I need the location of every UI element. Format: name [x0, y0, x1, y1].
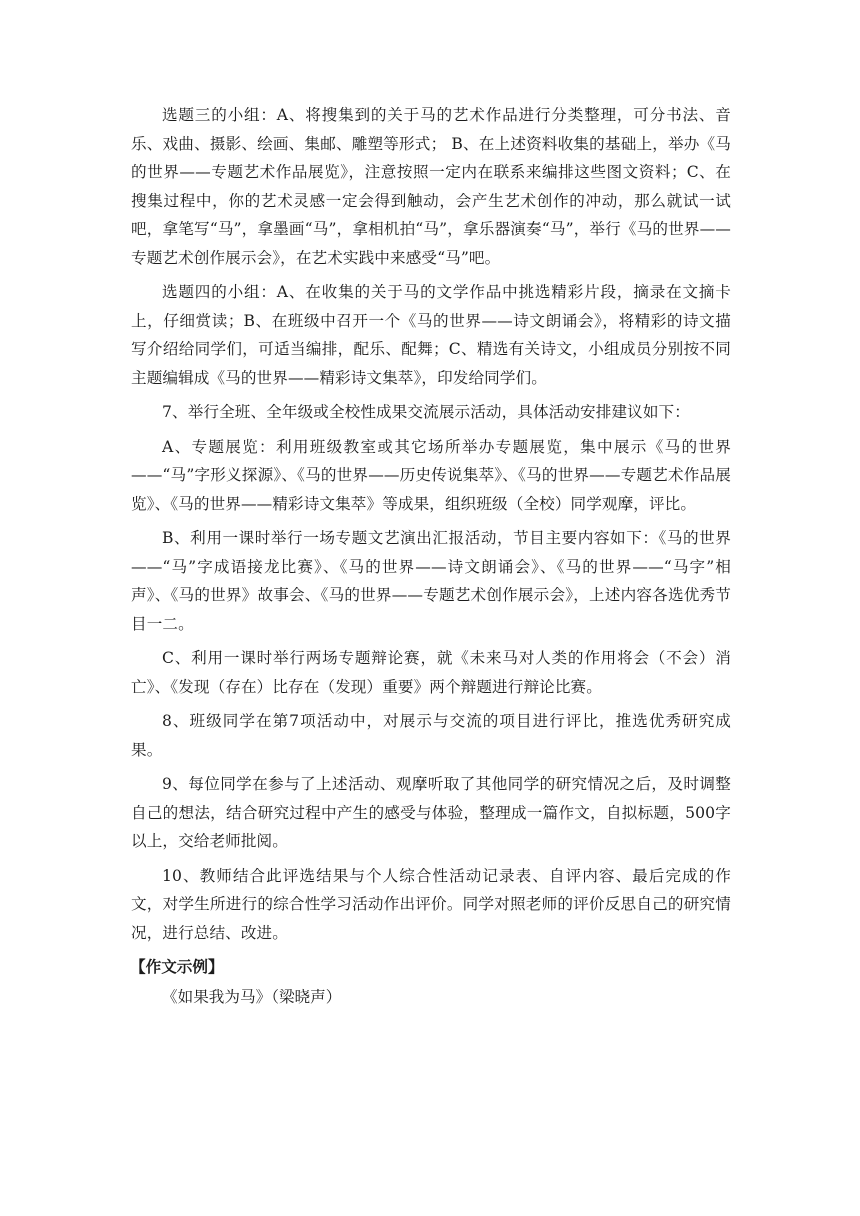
section-heading: 【作文示例】 [130, 958, 224, 976]
paragraph-item-7a: A、专题展览：利用班级教室或其它场所举办专题展览，集中展示《马的世界——“马”字形义探源》、《马的世界——历史传说集萃》、《马的世界——专题艺术作品展览》、《马的世界——精彩诗文集萃》等成果，组织班级（全校）同学观摩，评比。 [131, 437, 731, 513]
document-page [131, 101, 731, 1011]
paragraph-item-7: 7、举行全班、全年级或全校性成果交流展示活动，具体活动安排建议如下： [162, 403, 690, 421]
paragraph-group-three: 选题三的小组：A、将搜集到的关于马的艺术作品进行分类整理，可分书法、音乐、戏曲、摄影、绘画、集邮、雕塑等形式； B、在上述资料收集的基础上，举办《马的世界——专题艺术作品展览》，注意按照一定内在联系来编排这些图文资料；C、在搜集过程中，你的艺术灵感一定会得到触动，会产生艺术创作的冲动，那么就试一试吧，拿笔写“马”，拿墨画“马”，拿相机拍“马”，拿乐器演奏“马”，举行《马的世界——专题艺术创作展示会》，在艺术实践中来感受“马”吧。 [131, 106, 731, 267]
paragraph-item-7b: B、利用一课时举行一场专题文艺演出汇报活动，节目主要内容如下：《马的世界——“马”字成语接龙比赛》、《马的世界——诗文朗诵会》、《马的世界——“马字”相声》、《马的世界》故事会、《马的世界——专题艺术创作展示会》，上述内容各选优秀节目一二。 [131, 529, 731, 633]
example-title: 《如果我为马》（梁晓声） [162, 988, 342, 1006]
paragraph-item-10: 10、教师结合此评选结果与个人综合性活动记录表、自评内容、最后完成的作文，对学生所进行的综合性学习活动作出评价。同学对照老师的评价反思自己的研究情况，进行总结、改进。 [131, 866, 731, 942]
paragraph-item-9: 9、每位同学在参与了上述活动、观摩听取了其他同学的研究情况之后，及时调整自己的想法，结合研究过程中产生的感受与体验，整理成一篇作文，自拟标题，500字以上，交给老师批阅。 [131, 775, 731, 850]
paragraph-group-four: 选题四的小组：A、在收集的关于马的文学作品中挑选精彩片段，摘录在文摘卡上，仔细赏读；B、在班级中召开一个《马的世界——诗文朗诵会》，将精彩的诗文描写介绍给同学们，可适当编排，配乐、配舞；C、精选有关诗文，小组成员分别按不同主题编辑成《马的世界——精彩诗文集萃》，印发给同学们。 [131, 283, 731, 387]
paragraph-item-8: 8、班级同学在第7项活动中，对展示与交流的项目进行评比，推选优秀研究成果。 [131, 712, 731, 759]
paragraph-item-7c: C、利用一课时举行两场专题辩论赛，就《未来马对人类的作用将会（不会）消亡》、《发现（存在）比存在（发现）重要》两个辩题进行辩论比赛。 [131, 649, 731, 696]
